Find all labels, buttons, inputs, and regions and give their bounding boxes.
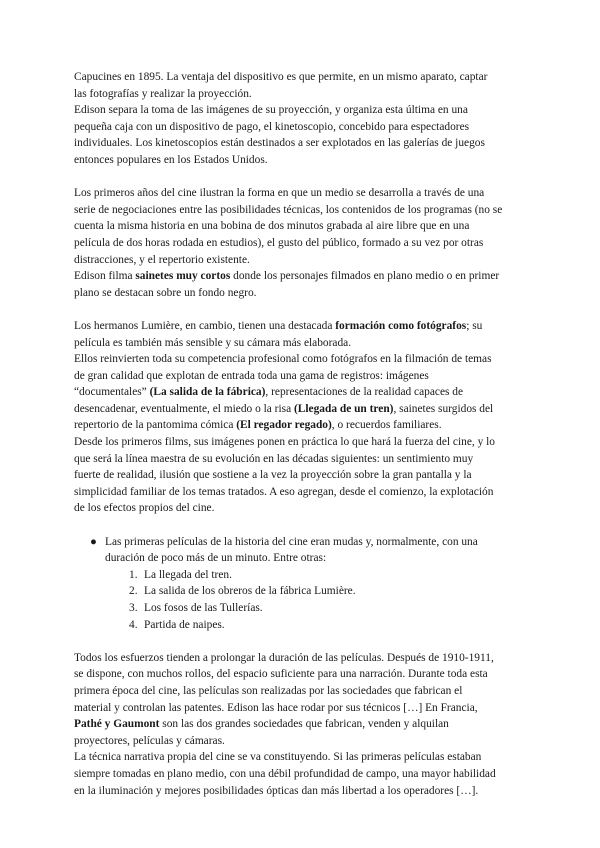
list-number: 3.	[129, 602, 138, 614]
paragraph-lumiere	[74, 318, 530, 517]
paragraph-gap	[74, 301, 530, 318]
text-line: entonces populares en los Estados Unidos.	[74, 153, 268, 166]
text-line: plano se destacan sobre un fondo negro.	[74, 286, 257, 299]
text-line: pequeña caja con un dispositivo de pago, el kinetoscopio, concebido para espectadores	[74, 120, 470, 133]
text-line: de gran calidad que explotan de entrada toda una gama de registros: imágenes	[74, 369, 429, 382]
text-line: Capucines en 1895. La ventaja del dispositivo es que permite, en un mismo aparato, captar	[74, 71, 488, 83]
text-line: primera época del cine, las películas son realizadas por las sociedades que fabrican el	[74, 684, 463, 697]
text-line: repertorio de la pantomima cómica (El regador regado), o recuerdos familiares.	[74, 419, 442, 432]
text-line: Edison filma sainetes muy cortos donde los personajes filmados en plano medio o en primer	[74, 270, 500, 283]
text-line: en la iluminación y mejores posibilidades ópticas dan más libertad a los operadores […].	[74, 784, 479, 797]
text-line: cuenta la misma historia en una bobina de dos minutos grabada al aire libre que en una	[74, 220, 470, 233]
numbered-list	[74, 567, 530, 633]
list-item	[129, 567, 530, 584]
text-line: se dispone, con muchos rollos, del espacio suficiente para una narración. Durante toda esta	[74, 668, 488, 681]
list-item-text: La salida de los obreros de la fábrica Lumière.	[144, 585, 356, 598]
paragraph-duracion	[74, 650, 530, 799]
list-item-text: La llegada del tren.	[144, 568, 232, 581]
text-line: individuales. Los kinetoscopios están destinados a ser explotados en las galerías de juegos	[74, 137, 485, 150]
text-line: de los efectos propios del cine.	[74, 502, 215, 515]
text-line: proyectores, películas y cámaras.	[74, 734, 225, 747]
list-number: 2.	[129, 585, 138, 598]
bold-phrase: (Llegada de un tren)	[293, 402, 394, 415]
paragraph-gap	[74, 633, 530, 650]
text-line: película es también más sensible y su cámara más elaborada.	[74, 336, 352, 349]
text-line: Pathé y Gaumont son las dos grandes sociedades que fabrican, venden y alquilan	[74, 718, 449, 731]
text-line: simplicidad familiar de los temas tratados. A eso agregan, desde el comienzo, la explotación	[74, 485, 494, 498]
text-line: “documentales” (La salida de la fábrica), representaciones de la realidad capaces de	[74, 386, 464, 399]
list-item	[129, 583, 530, 600]
text-line: Edison separa la toma de las imágenes de su proyección, y organiza esta última en una	[74, 104, 468, 117]
text-line: Los primeros años del cine ilustran la forma en que un medio se desarrolla a través de una	[74, 187, 485, 200]
list-item-text: Partida de naipes.	[144, 618, 225, 631]
bold-phrase: sainetes muy cortos	[135, 270, 231, 283]
bold-phrase: Pathé y Gaumont	[74, 718, 160, 731]
list-item	[129, 617, 530, 634]
text-line: material y controlan las patentes. Edison las hace rodar por sus técnicos […] En Francia,	[74, 701, 478, 714]
text-line: fuerte de realidad, ilusión que sostiene a la vez la proyección sobre la gran pantalla y la	[74, 469, 472, 482]
text-line: desencadenar, eventualmente, el miedo o la risa (Llegada de un tren), sainetes surgidos del	[74, 402, 494, 415]
text-line: Ellos reinvierten toda su competencia profesional como fotógrafos en la filmación de temas	[74, 353, 492, 366]
paragraph-gap	[74, 169, 530, 186]
bold-phrase: (La salida de la fábrica)	[149, 386, 266, 399]
text-line: Las primeras películas de la historia del cine eran mudas y, normalmente, con una	[105, 535, 478, 548]
text-line: distracciones, y el repertorio existente.	[74, 253, 250, 266]
list-item	[129, 600, 530, 617]
text-line: película de dos horas rodada en estudios), el gusto del público, formado a su vez por otras	[74, 236, 484, 249]
paragraph-gap	[74, 517, 530, 534]
text-line: Desde los primeros films, sus imágenes ponen en práctica lo que hará la fuerza del cine, y lo	[74, 436, 495, 449]
text-line: serie de negociaciones entre las posibilidades técnicas, los contenidos de los programas (no se	[74, 203, 503, 216]
list-number: 4.	[129, 618, 138, 631]
text-line: Los hermanos Lumière, en cambio, tienen una destacada formación como fotógrafos; su	[74, 319, 483, 332]
paragraph-kinetoscopio	[74, 69, 530, 169]
text-line: duración de poco más de un minuto. Entre otras:	[105, 552, 327, 565]
bullet-list	[74, 534, 530, 634]
text-line: siempre tomadas en plano medio, con una débil profundidad de campo, una mayor habilidad	[74, 767, 496, 780]
text-line: que será la línea maestra de su evolución en las décadas siguientes: un sentimiento muy	[74, 452, 474, 465]
paragraph-primeros-anos	[74, 185, 530, 301]
text-line: las fotografías y realizar la proyección.	[74, 87, 252, 100]
list-number: 1.	[129, 568, 138, 581]
bold-phrase: formación como fotógrafos	[335, 319, 467, 332]
bullet-dot-icon: ●	[90, 535, 97, 548]
bullet-item	[74, 534, 530, 567]
bold-phrase: (El regador regado)	[236, 419, 332, 432]
text-line: Todos los esfuerzos tienden a prolongar la duración de las películas. Después de 1910-1911,	[74, 651, 494, 664]
text-line: La técnica narrativa propia del cine se va constituyendo. Si las primeras películas estaban	[74, 751, 482, 764]
list-item-text: Los fosos de las Tullerías.	[144, 602, 263, 614]
